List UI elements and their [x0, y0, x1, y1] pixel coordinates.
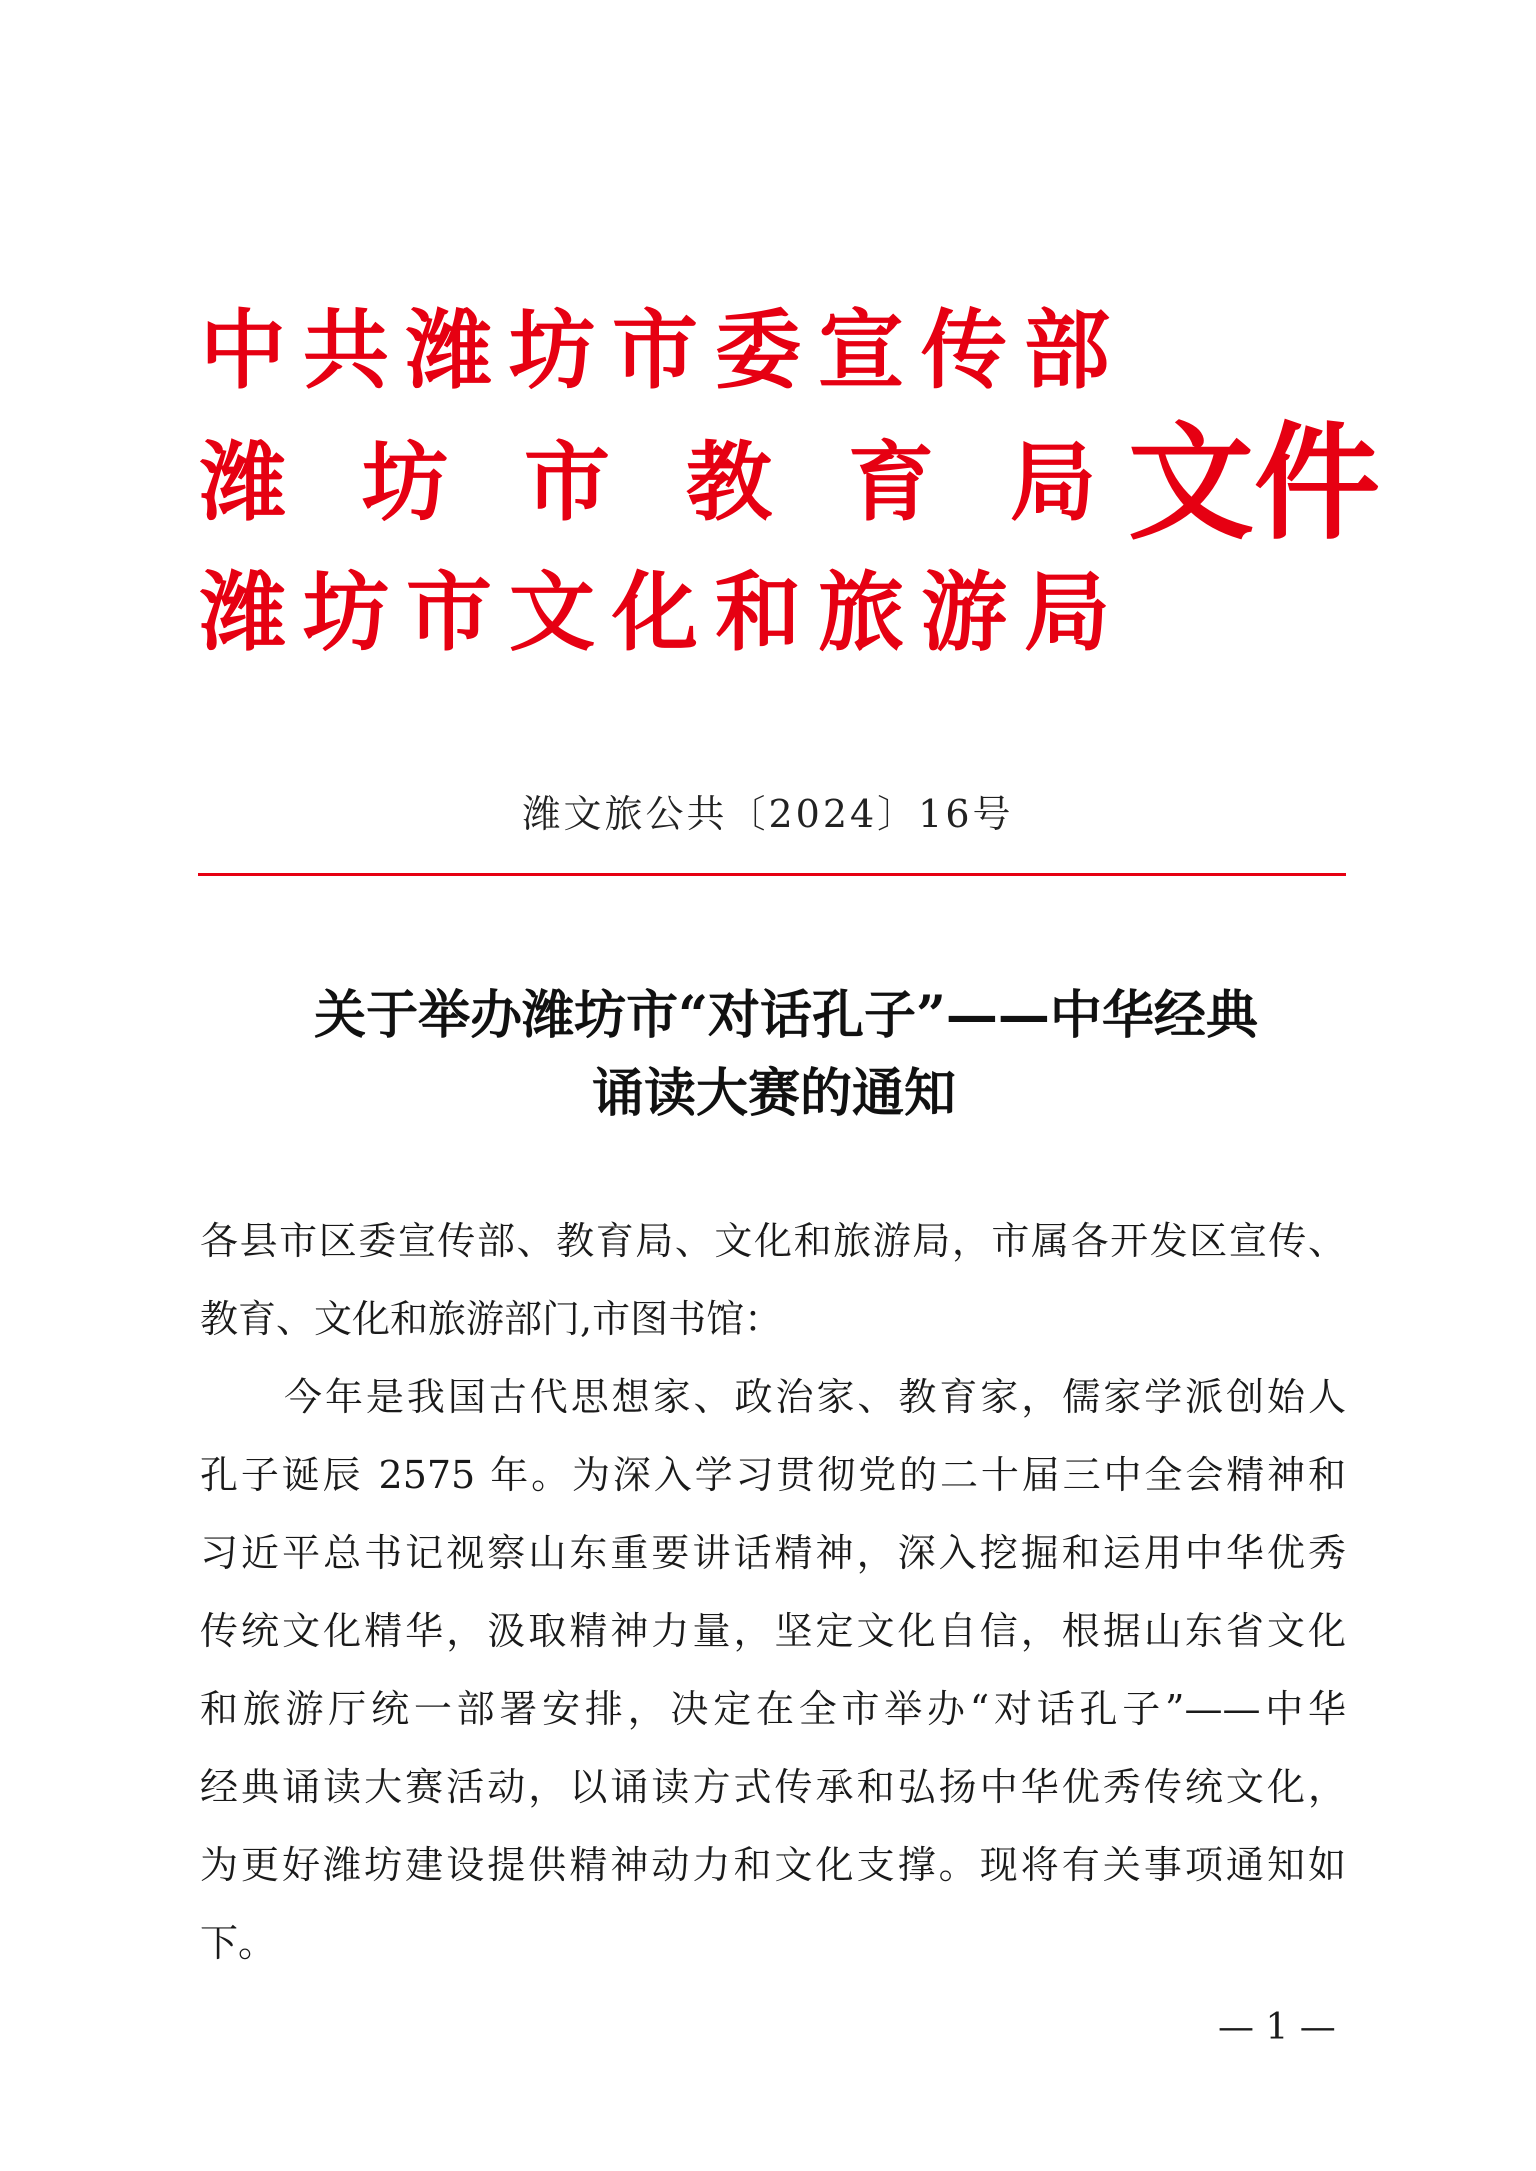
- addressee-line: 教育、文化和旅游部门,市图书馆：: [200, 1297, 783, 1341]
- paragraph-line: 孔子诞辰 2575 年。为深入学习贯彻党的二十届三中全会精神和: [200, 1453, 1346, 1497]
- red-divider-line: [198, 873, 1346, 876]
- paragraph-line: 下。: [200, 1921, 277, 1965]
- title-line: 诵读大赛的通知: [591, 1063, 956, 1124]
- document-number: 潍文旅公共〔2024〕16号: [522, 792, 1014, 836]
- paragraph-line: 习近平总书记视察山东重要讲话精神，深入挖掘和运用中华优秀: [200, 1531, 1346, 1575]
- issuer-education-char: 坊: [362, 432, 448, 533]
- issuer-education-char: 局: [1010, 432, 1096, 533]
- paragraph-line: 今年是我国古代思想家、政治家、教育家，儒家学派创始人: [284, 1375, 1346, 1419]
- page-number: — 1 —: [1218, 2007, 1336, 2048]
- paragraph-line: 经典诵读大赛活动，以诵读方式传承和弘扬中华优秀传统文化，: [200, 1765, 1346, 1809]
- issuer-education-char: 潍: [200, 432, 286, 533]
- issuer-education-char: 育: [848, 432, 934, 533]
- paragraph-line: 和旅游厅统一部署安排，决定在全市举办“对话孔子”——中华: [200, 1687, 1346, 1731]
- issuer-propaganda-dept: 中共潍坊市委宣传部: [200, 300, 1127, 401]
- issuer-education-char: 市: [524, 432, 610, 533]
- issuer-culture-tourism-bureau: 潍坊市文化和旅游局: [200, 562, 1127, 663]
- addressee-line: 各县市区委宣传部、教育局、文化和旅游局，市属各开发区宣传、: [200, 1219, 1346, 1263]
- paragraph-line: 传统文化精华，汲取精神力量，坚定文化自信，根据山东省文化: [200, 1609, 1346, 1653]
- issuer-education-char: 教: [686, 432, 772, 533]
- document-type-label: 文件: [1128, 409, 1380, 557]
- title-line: 关于举办潍坊市“对话孔子”——中华经典: [314, 985, 1258, 1046]
- paragraph-line: 为更好潍坊建设提供精神动力和文化支撑。现将有关事项通知如: [200, 1843, 1346, 1887]
